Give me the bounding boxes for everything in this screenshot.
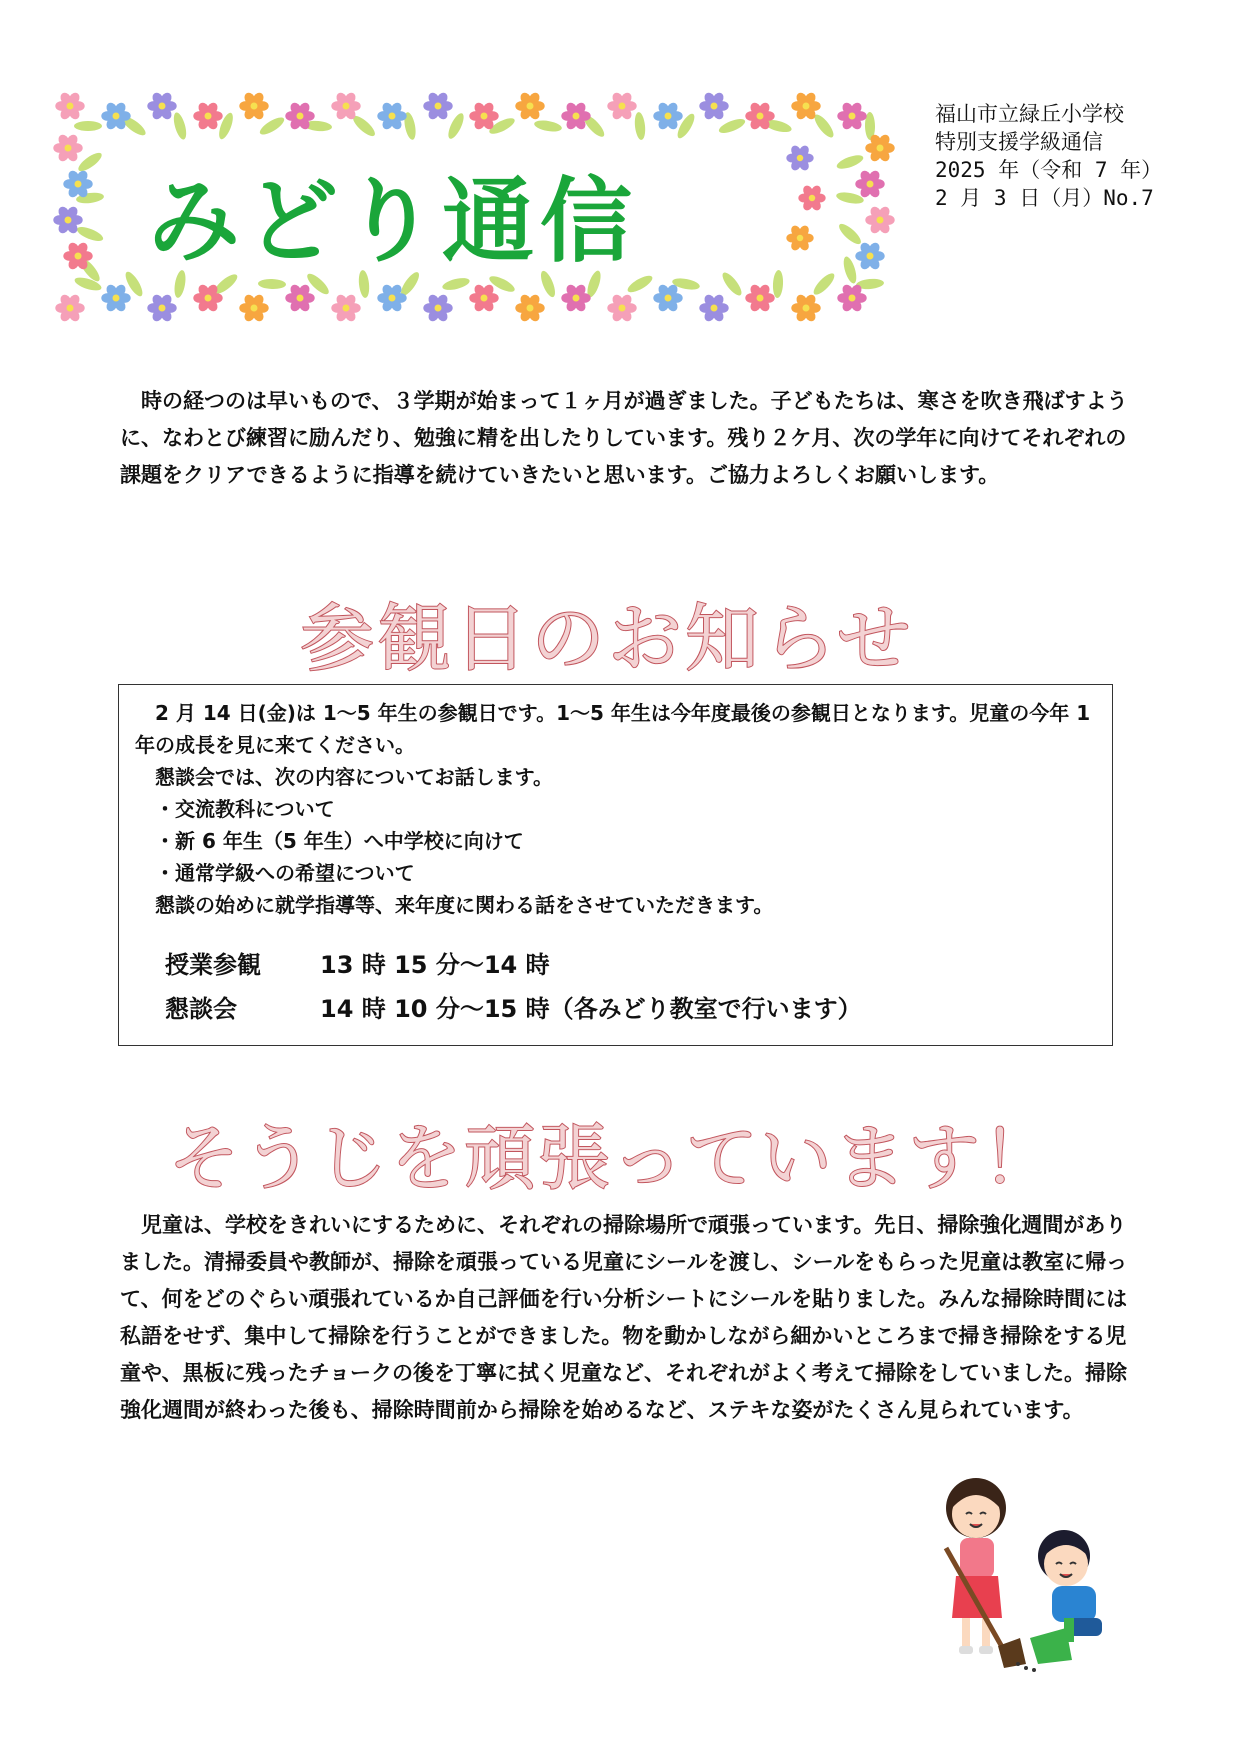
boy-with-dustpan-figure — [1016, 1530, 1102, 1672]
notice-paragraph-1: 2 月 14 日(金)は 1～5 年生の参観日です。1～5 年生は今年度最後の参観日となります。児童の今年 1 年の成長を見に来てください。 — [135, 701, 1091, 757]
school-info — [935, 100, 1162, 212]
notice-bullet-2: ・新 6 年生（5 年生）へ中学校に向けて — [155, 829, 524, 853]
open-house-notice-box — [118, 684, 1113, 1046]
cleaning-paragraph: 児童は、学校をきれいにするために、それぞれの掃除場所で頑張っています。先日、掃除強化週間がありました。清掃委員や教師が、掃除を頑張っている児童にシールを渡し、シールをもらった児童は教室に帰って、何をどのぐらい頑張れているか自己評価を行い分析シートにシールを貼りました。みんな掃除時間には私語をせず、集中して掃除を行うことができました。物を動かしながら細かいところまで掃き掃除をする児童や、黒板に残ったチョークの後を丁寧に拭く児童など、それぞれがよく考えて掃除をしていました。掃除強化週間が終わった後も、掃除時間前から掃除を始めるなど、ステキな姿がたくさん見られています。 — [120, 1213, 1128, 1422]
class-name: 特別支援学級通信 — [935, 130, 1103, 154]
schedule — [135, 943, 1096, 1031]
children-cleaning-illustration — [926, 1478, 1126, 1678]
notice-bullet-1: ・交流教科について — [155, 797, 335, 821]
newsletter-title: みどり通信 — [148, 168, 639, 275]
cleaning-heading: そうじを頑張っています！ — [168, 1116, 1057, 1200]
schedule-time: 14 時 10 分～15 時（各みどり教室で行います） — [320, 995, 862, 1023]
notice-bullet-3: ・通常学級への希望について — [155, 861, 415, 885]
intro-paragraph: 時の経つのは早いもので、３学期が始まって１ヶ月が過ぎました。子どもたちは、寒さを吹き飛ばすように、なわとび練習に励んだり、勉強に精を出したりしています。残り２ケ月、次の学年に向けてそれぞれの課題をクリアできるように指導を続けていきたいと思います。ご協力よろしくお願いします。 — [120, 389, 1128, 487]
cleaning-section — [120, 1207, 1130, 1429]
school-name: 福山市立緑丘小学校 — [935, 102, 1124, 126]
schedule-row-class-visit — [135, 943, 1096, 987]
schedule-label: 授業参観 — [165, 951, 261, 979]
intro-section — [120, 383, 1130, 494]
schedule-row-meeting — [135, 987, 1096, 1031]
issue-year: 2025 年（令和 7 年） — [935, 158, 1163, 182]
open-house-heading: 参観日のお知らせ — [300, 596, 914, 682]
schedule-time: 13 時 15 分～14 時 — [320, 951, 550, 979]
notice-paragraph-2: 懇談会では、次の内容についてお話します。 — [155, 765, 553, 789]
schedule-label: 懇談会 — [165, 995, 237, 1023]
notice-paragraph-3: 懇談の始めに就学指導等、来年度に関わる話をさせていただきます。 — [155, 893, 774, 917]
girl-sweeping-figure — [946, 1478, 1026, 1668]
issue-date: 2 月 3 日（月）No.7 — [935, 186, 1154, 210]
